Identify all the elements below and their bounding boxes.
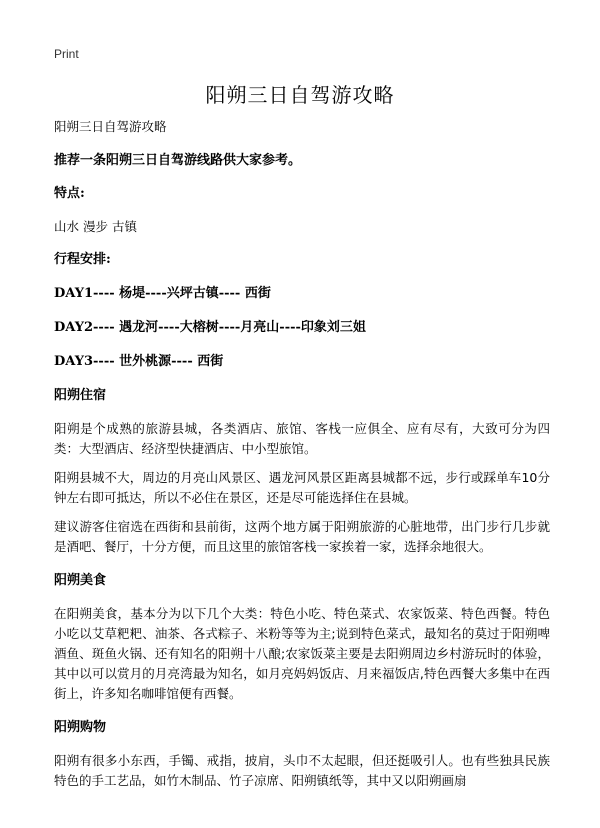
itinerary-heading: 行程安排: bbox=[54, 252, 111, 267]
itinerary-day3: DAY3---- 世外桃源---- 西街 bbox=[54, 354, 224, 369]
lodging-paragraph-1: 阳朔是个成熟的旅游县城，各类酒店、旅馆、客栈一应俱全、应有尽有，大致可分为四类：大型酒店、经济型快捷酒店、中小型旅馆。 bbox=[54, 421, 550, 456]
food-paragraph-1: 在阳朔美食，基本分为以下几个大类：特色小吃、特色菜式、农家饭菜、特色西餐。特色小吃以艾草粑粑、油茶、各式粽子、米粉等等为主;说到特色菜式，最知名的莫过于阳朔啤酒鱼、斑鱼火锅、还有知名的阳朔十八酿;农家饭菜主要是去阳朔周边乡村游玩时的体验，其中以可以赏月的月亮湾最为知名，如月亮妈妈饭店、月来福饭店,特色西餐大多集中在西街上，许多知名咖啡馆便有西餐。 bbox=[54, 606, 550, 701]
features-text: 山水 漫步 古镇 bbox=[54, 219, 137, 234]
lodging-paragraph-3: 建议游客住宿选在西街和县前街，这两个地方属于阳朔旅游的心脏地带，出门步行几步就是酒吧、餐厅，十分方便，而且这里的旅馆客栈一家挨着一家，选择余地很大。 bbox=[54, 519, 550, 554]
print-label[interactable]: Print bbox=[54, 47, 79, 61]
article-subtitle: 阳朔三日自驾游攻略 bbox=[54, 119, 167, 134]
features-heading: 特点: bbox=[54, 186, 85, 201]
itinerary-day2: DAY2---- 遇龙河----大榕树----月亮山----印象刘三姐 bbox=[54, 320, 366, 335]
lodging-heading: 阳朔住宿 bbox=[54, 388, 107, 403]
article-body bbox=[54, 117, 550, 791]
shopping-heading: 阳朔购物 bbox=[54, 720, 107, 735]
lodging-paragraph-2: 阳朔县城不大，周边的月亮山风景区、遇龙河风景区距离县城都不远，步行或踩单车10分钟左右即可抵达，所以不必住在景区，还是尽可能选择住在县城。 bbox=[54, 470, 550, 505]
shopping-paragraph-1: 阳朔有很多小东西，手镯、戒指，披肩，头巾不太起眼，但还挺吸引人。也有些独具民族特色的手工艺品，如竹木制品、竹子凉席、阳朔镇纸等，其中又以阳朔画扇 bbox=[54, 753, 550, 788]
itinerary-day1: DAY1---- 杨堤----兴坪古镇---- 西街 bbox=[54, 286, 271, 301]
intro-text: 推荐一条阳朔三日自驾游线路供大家参考。 bbox=[54, 153, 302, 168]
food-heading: 阳朔美食 bbox=[54, 573, 107, 588]
page-title: 阳朔三日自驾游攻略 bbox=[205, 83, 395, 107]
